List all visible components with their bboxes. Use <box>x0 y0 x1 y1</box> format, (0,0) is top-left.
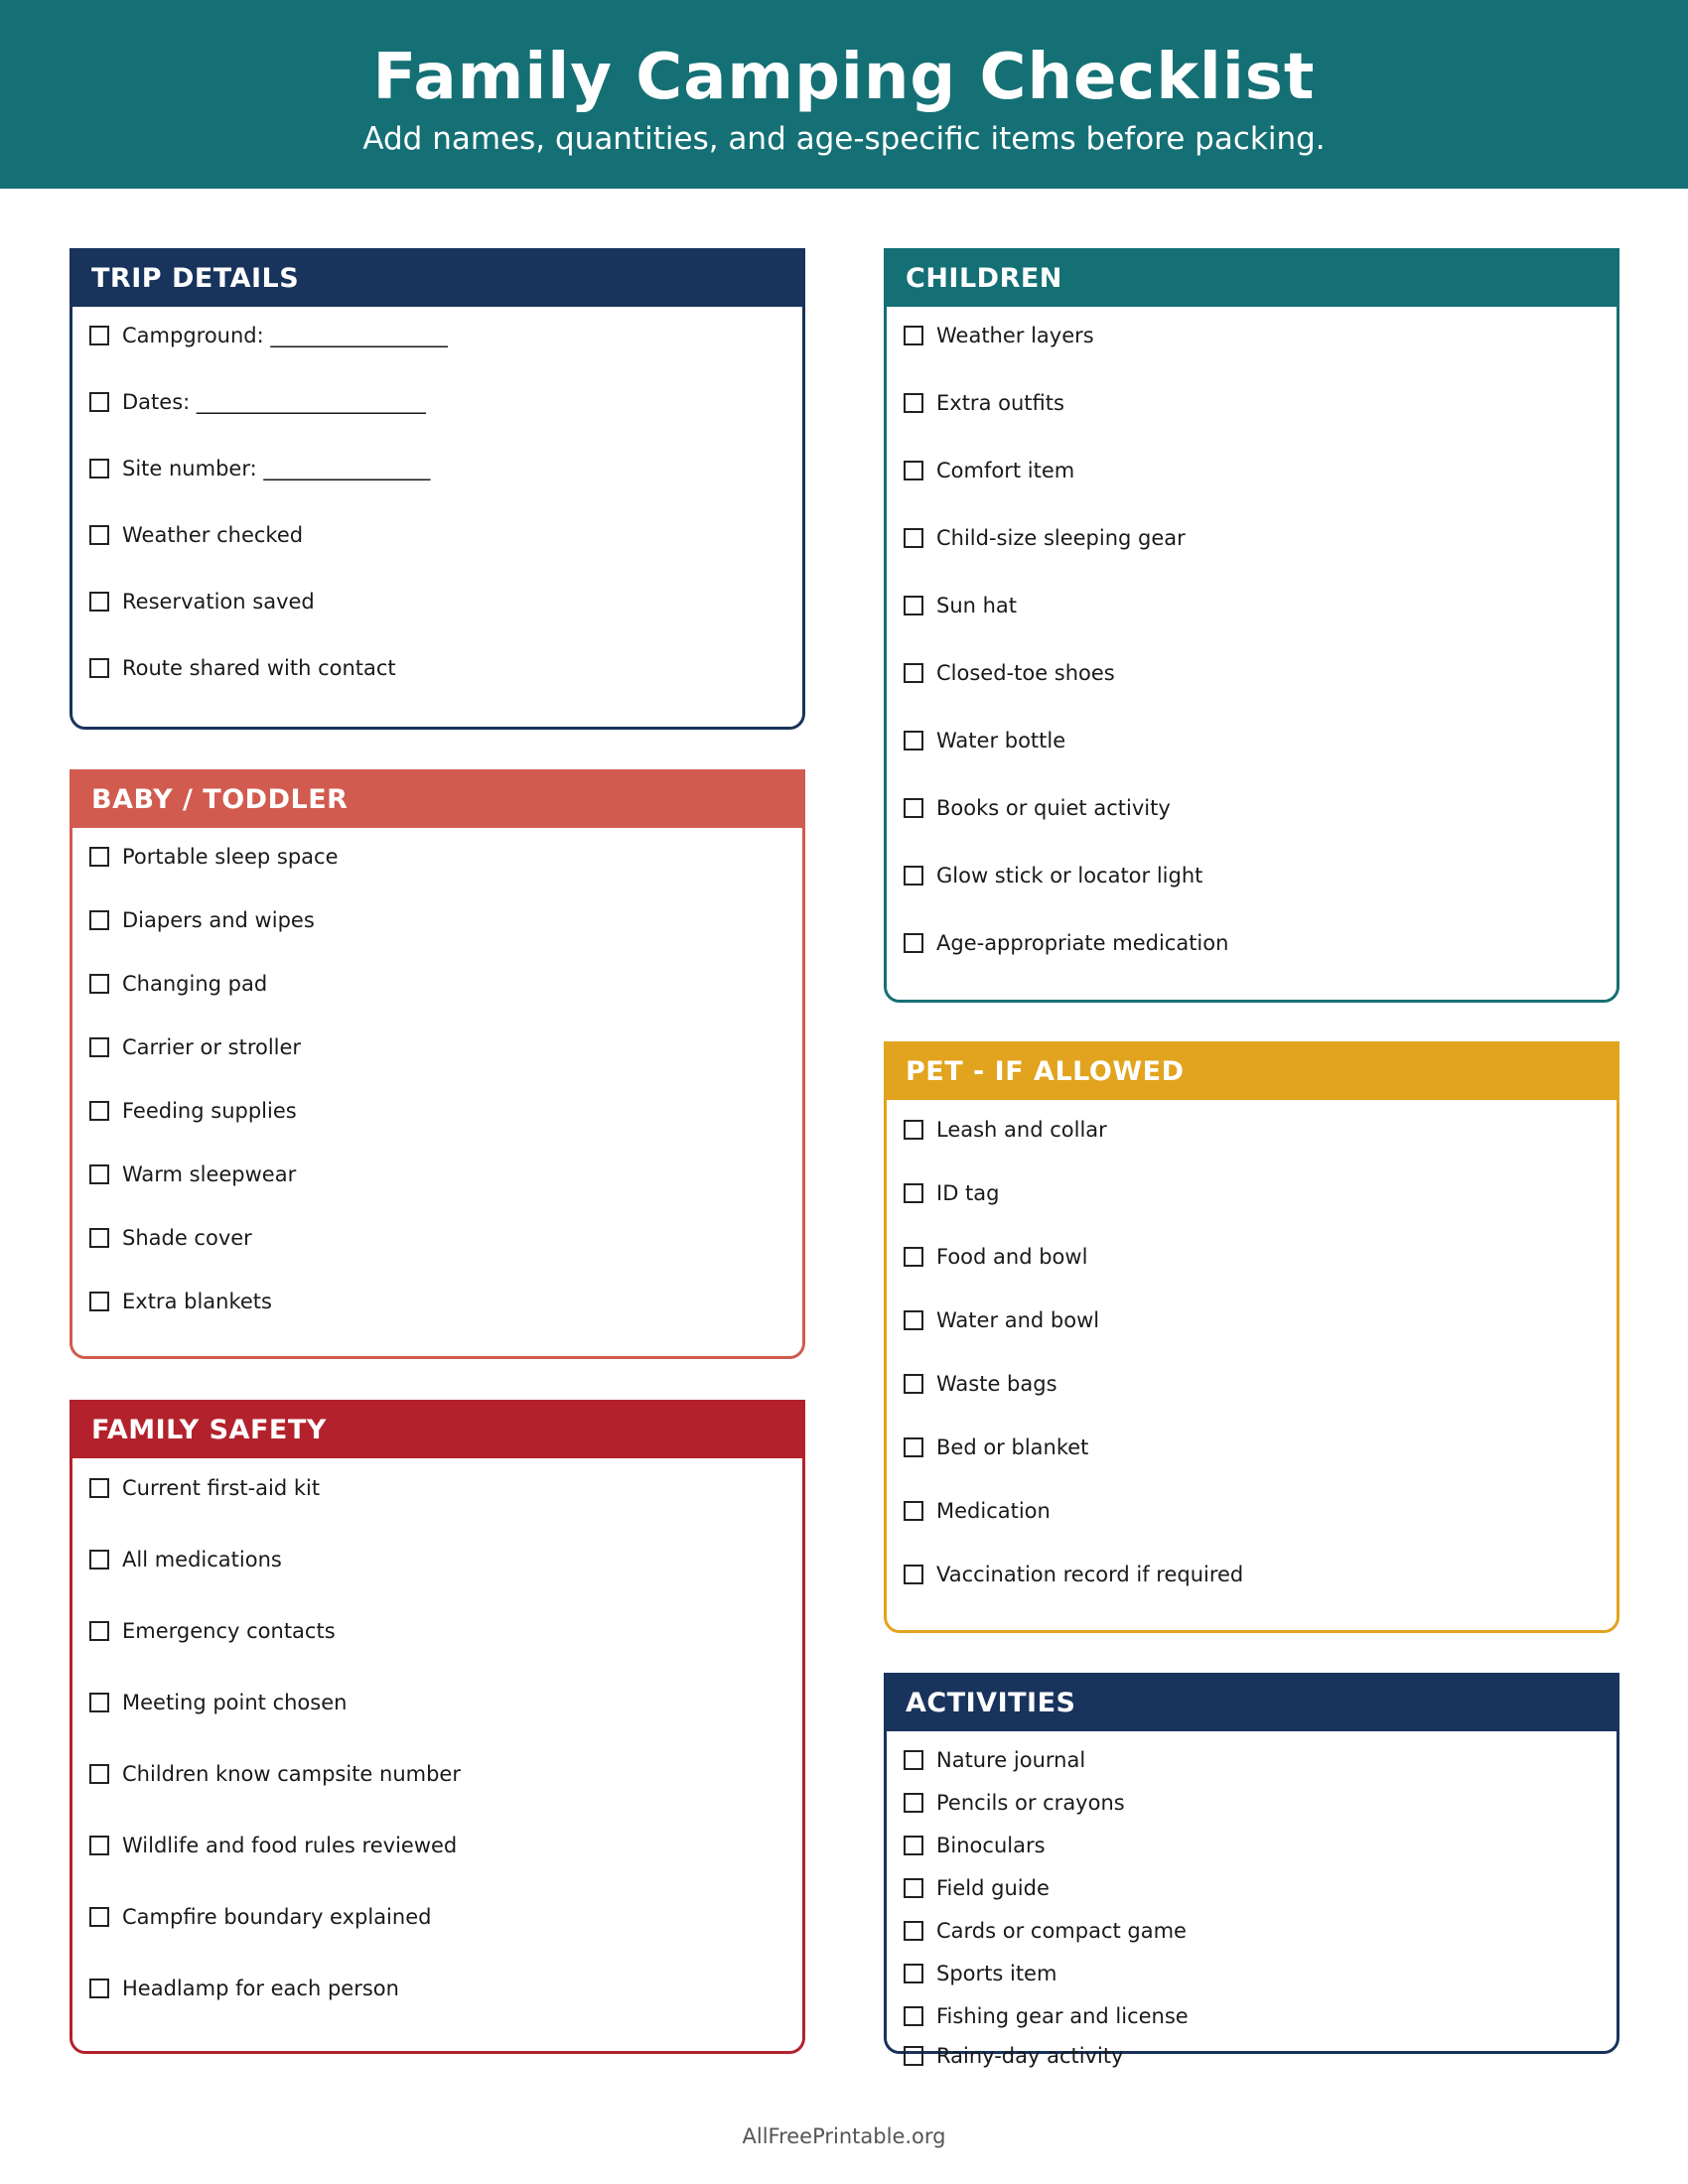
checkbox[interactable] <box>89 1037 109 1057</box>
checkbox[interactable] <box>89 1292 109 1311</box>
checkbox[interactable] <box>89 910 109 930</box>
checkbox[interactable] <box>904 393 923 413</box>
checkbox[interactable] <box>89 1621 109 1641</box>
checklist-item[interactable]: Closed-toe shoes <box>904 658 1115 688</box>
checklist-item[interactable]: Shade cover <box>89 1223 252 1253</box>
checkbox[interactable] <box>904 1310 923 1330</box>
checkbox[interactable] <box>904 1836 923 1855</box>
checkbox[interactable] <box>89 1836 109 1855</box>
page-title: Family Camping Checklist <box>372 41 1316 114</box>
checkbox[interactable] <box>904 528 923 548</box>
checklist-item[interactable]: Warm sleepwear <box>89 1160 296 1189</box>
checkbox[interactable] <box>89 974 109 994</box>
section-activities <box>884 1673 1619 2054</box>
page-subtitle: Add names, quantities, and age-specific items before packing. <box>362 121 1326 157</box>
checklist-item[interactable]: Weather layers <box>904 321 1094 350</box>
checklist-item[interactable]: Rainy-day activity <box>904 2041 1124 2071</box>
section-baby-toddler <box>70 769 805 1359</box>
checkbox[interactable] <box>904 663 923 683</box>
checkbox[interactable] <box>904 1437 923 1457</box>
checklist-item[interactable]: Bed or blanket <box>904 1433 1088 1462</box>
checklist-item[interactable]: Nature journal <box>904 1745 1085 1775</box>
checkbox[interactable] <box>904 1120 923 1140</box>
section-family-safety <box>70 1400 805 2054</box>
checkbox[interactable] <box>904 1183 923 1203</box>
checkbox[interactable] <box>904 1374 923 1394</box>
checkbox[interactable] <box>89 592 109 612</box>
checklist-item[interactable]: All medications <box>89 1545 282 1574</box>
checkbox[interactable] <box>904 326 923 345</box>
checklist-item[interactable]: Comfort item <box>904 456 1074 485</box>
section-title: ACTIVITIES <box>887 1676 1617 1731</box>
checklist-item[interactable]: Water bottle <box>904 726 1065 755</box>
checklist-item[interactable]: Vaccination record if required <box>904 1560 1243 1589</box>
checklist-item[interactable]: Cards or compact game <box>904 1916 1187 1946</box>
checklist-item[interactable]: Pencils or crayons <box>904 1788 1125 1818</box>
checklist-item[interactable]: Extra blankets <box>89 1287 272 1316</box>
checklist-item[interactable]: Extra outfits <box>904 388 1064 418</box>
checkbox[interactable] <box>904 2006 923 2026</box>
checklist-item[interactable]: Dates: ______________________ <box>89 387 426 417</box>
checklist-item[interactable]: Sports item <box>904 1959 1056 1988</box>
checkbox[interactable] <box>904 866 923 886</box>
section-pet <box>884 1041 1619 1633</box>
checkbox[interactable] <box>89 1164 109 1184</box>
checklist-item[interactable]: Route shared with contact <box>89 653 396 683</box>
checklist-item[interactable]: Age-appropriate medication <box>904 928 1228 958</box>
checkbox[interactable] <box>904 2046 923 2066</box>
checklist-item[interactable]: Carrier or stroller <box>89 1032 301 1062</box>
checkbox[interactable] <box>904 798 923 818</box>
checkbox[interactable] <box>89 1764 109 1784</box>
checkbox[interactable] <box>904 1921 923 1941</box>
checklist-item[interactable]: Headlamp for each person <box>89 1974 399 2003</box>
checkbox[interactable] <box>904 1247 923 1267</box>
checkbox[interactable] <box>904 1750 923 1770</box>
section-trip-details <box>70 248 805 730</box>
checkbox[interactable] <box>89 1693 109 1712</box>
checklist-item[interactable]: Feeding supplies <box>89 1096 297 1126</box>
checklist-item[interactable]: Children know campsite number <box>89 1759 461 1789</box>
checkbox[interactable] <box>89 1228 109 1248</box>
page-header <box>0 0 1688 189</box>
checklist-item[interactable]: Books or quiet activity <box>904 793 1171 823</box>
checkbox[interactable] <box>904 461 923 480</box>
checklist-item[interactable]: Wildlife and food rules reviewed <box>89 1831 457 1860</box>
checklist-item[interactable]: Sun hat <box>904 591 1017 620</box>
checklist-item[interactable]: Campfire boundary explained <box>89 1902 431 1932</box>
checkbox[interactable] <box>89 1979 109 1998</box>
checklist-item[interactable]: Reservation saved <box>89 587 315 616</box>
checkbox[interactable] <box>89 459 109 478</box>
checklist-item[interactable]: Child-size sleeping gear <box>904 523 1186 553</box>
checkbox[interactable] <box>904 731 923 751</box>
checklist-item[interactable]: Waste bags <box>904 1369 1057 1399</box>
footer-source: AllFreePrintable.org <box>742 2124 946 2148</box>
section-title: TRIP DETAILS <box>72 251 802 307</box>
checklist-item[interactable]: Meeting point chosen <box>89 1688 347 1717</box>
checkbox[interactable] <box>89 525 109 545</box>
checkbox[interactable] <box>89 1907 109 1927</box>
section-title: BABY / TODDLER <box>72 772 802 828</box>
checklist-item[interactable]: Weather checked <box>89 520 303 550</box>
checklist-item[interactable]: Glow stick or locator light <box>904 861 1202 890</box>
checklist-item[interactable]: Current first-aid kit <box>89 1473 320 1503</box>
checkbox[interactable] <box>89 658 109 678</box>
checkbox[interactable] <box>904 596 923 615</box>
checkbox[interactable] <box>89 326 109 345</box>
checklist-item[interactable]: Emergency contacts <box>89 1616 336 1646</box>
checklist-item[interactable]: Leash and collar <box>904 1115 1107 1145</box>
checklist-item[interactable]: Campground: _________________ <box>89 321 448 350</box>
checkbox[interactable] <box>904 1793 923 1813</box>
checkbox[interactable] <box>89 1101 109 1121</box>
checklist-item[interactable]: Fishing gear and license <box>904 2001 1189 2031</box>
checklist-item[interactable]: Water and bowl <box>904 1305 1099 1335</box>
checklist-item[interactable]: Field guide <box>904 1873 1050 1903</box>
section-title: PET - IF ALLOWED <box>887 1044 1617 1100</box>
checkbox[interactable] <box>904 1964 923 1983</box>
checkbox[interactable] <box>904 1878 923 1898</box>
checklist-item[interactable]: Changing pad <box>89 969 267 999</box>
checklist-item[interactable]: Food and bowl <box>904 1242 1087 1272</box>
checklist-item[interactable]: Portable sleep space <box>89 842 339 872</box>
checklist-item[interactable]: Medication <box>904 1496 1051 1526</box>
checkbox[interactable] <box>904 1501 923 1521</box>
checkbox[interactable] <box>89 1550 109 1570</box>
section-title: FAMILY SAFETY <box>72 1403 802 1458</box>
checkbox[interactable] <box>89 392 109 412</box>
checklist-item[interactable]: Binoculars <box>904 1831 1046 1860</box>
section-title: CHILDREN <box>887 251 1617 307</box>
checkbox[interactable] <box>89 847 109 867</box>
checkbox[interactable] <box>904 1565 923 1584</box>
checkbox[interactable] <box>89 1478 109 1498</box>
checklist-item[interactable]: Site number: ________________ <box>89 454 430 483</box>
checklist-item[interactable]: ID tag <box>904 1178 999 1208</box>
checkbox[interactable] <box>904 933 923 953</box>
checklist-item[interactable]: Diapers and wipes <box>89 905 315 935</box>
section-children <box>884 248 1619 1003</box>
